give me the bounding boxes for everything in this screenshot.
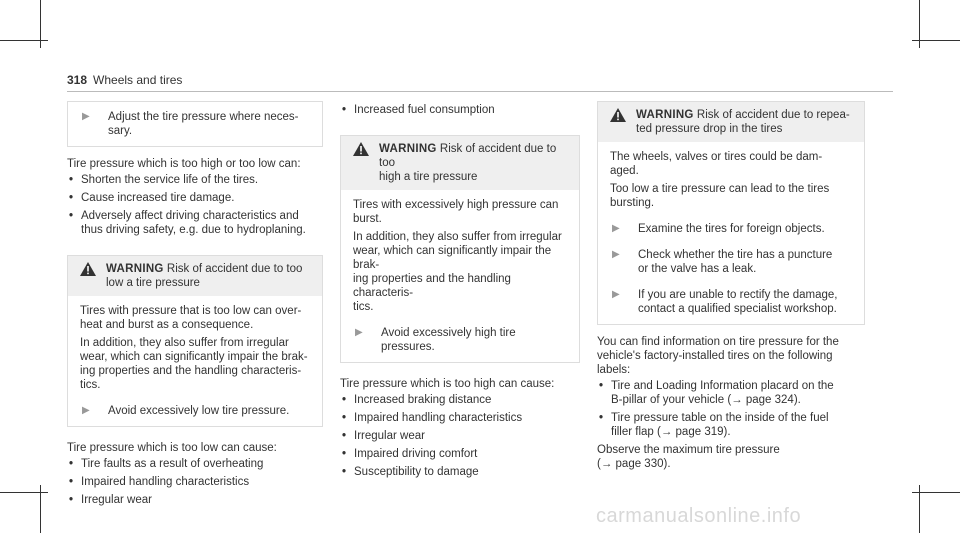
- step-arrow-icon: ▶: [612, 249, 620, 260]
- warning-paragraph: Too low a tire pressure can lead to the tires bursting.: [610, 183, 830, 209]
- warning-body: [341, 190, 579, 362]
- instruction-step: [610, 222, 854, 236]
- warning-box: [597, 101, 865, 325]
- list-item: • Tire and Loading Information placard on the B-pillar of your vehicle (→ page 324).: [599, 380, 834, 406]
- warning-box: [340, 135, 580, 363]
- warning-paragraph: In addition, they also suffer from irregular wear, which can significantly impair the brak- ing properties and the handling characteris- tics.: [80, 337, 308, 391]
- crop-mark: [0, 40, 48, 41]
- warning-body: [598, 142, 864, 324]
- column-2: [340, 101, 580, 483]
- step-arrow-icon: ▶: [612, 289, 620, 300]
- instruction-step: [610, 248, 854, 276]
- list-item: • Irregular wear: [342, 430, 425, 442]
- list-item: • Tire faults as a result of overheating: [69, 458, 264, 470]
- warning-box: [67, 255, 323, 427]
- step-arrow-icon: ▶: [82, 405, 90, 416]
- page-header: [67, 73, 182, 87]
- step-text: Avoid excessively low tire pressure.: [108, 405, 290, 417]
- watermark: carmanualsonline.info: [596, 505, 802, 527]
- warning-body: [68, 296, 322, 426]
- bullet-list: [67, 173, 323, 237]
- list-item: • Adversely affect driving characteristics and thus driving safety, e.g. due to hydroplaning.: [69, 210, 306, 236]
- step-text: Avoid excessively high tire pressures.: [381, 327, 516, 353]
- bullet-list: [67, 457, 323, 507]
- warning-header: [341, 136, 579, 190]
- list-item: • Increased fuel consumption: [342, 104, 495, 116]
- warning-title: Risk of accident due to too high a tire pressure: [379, 143, 557, 183]
- step-text: Examine the tires for foreign objects.: [638, 223, 825, 235]
- instruction-step: [610, 288, 854, 316]
- section-title: Wheels and tires: [93, 73, 183, 87]
- warning-keyword: WARNING: [379, 143, 437, 155]
- header-divider: [67, 91, 893, 92]
- warning-paragraph: In addition, they also suffer from irregular wear, which can significantly impair the brak- ing properties and the handling characteris- tics.: [353, 231, 562, 313]
- warning-paragraph: Tires with pressure that is too low can over- heat and burst as a consequence.: [80, 305, 302, 331]
- column-1: [67, 101, 323, 511]
- warning-paragraph: The wheels, valves or tires could be dam- aged.: [610, 151, 823, 177]
- crop-mark: [912, 492, 960, 493]
- list-item: • Impaired driving comfort: [342, 448, 478, 460]
- step-box: [67, 101, 323, 147]
- list-item: • Shorten the service life of the tires.: [69, 174, 259, 186]
- step-text: Check whether the tire has a puncture or the valve has a leak.: [638, 249, 833, 275]
- warning-header: [598, 102, 864, 142]
- instruction-step: [80, 110, 312, 138]
- column-3: [597, 101, 865, 471]
- page-number: 318: [67, 73, 88, 87]
- paragraph: Observe the maximum tire pressure (→ page 330).: [597, 444, 780, 470]
- list-item: • Increased braking distance: [342, 394, 492, 406]
- step-text: If you are unable to rectify the damage, contact a qualified specialist workshop.: [638, 289, 838, 315]
- paragraph: Tire pressure which is too high or too low can:: [67, 158, 301, 170]
- warning-title: Risk of accident due to too low a tire pressure: [106, 263, 303, 289]
- list-item: • Cause increased tire damage.: [69, 192, 235, 204]
- bullet-list: [340, 393, 580, 479]
- paragraph: Tire pressure which is too high can cause:: [340, 378, 555, 390]
- list-item: • Impaired handling characteristics: [69, 476, 250, 488]
- warning-keyword: WARNING: [636, 109, 694, 121]
- warning-header: [68, 256, 322, 296]
- bullet-list: [340, 103, 580, 117]
- list-item: • Susceptibility to damage: [342, 466, 479, 478]
- instruction-step: [353, 326, 569, 354]
- instruction-step: [80, 404, 312, 418]
- warning-icon: [353, 142, 369, 156]
- list-item: • Irregular wear: [69, 494, 152, 506]
- paragraph: You can find information on tire pressure for the vehicle's factory-installed tires on the following labels:: [597, 336, 839, 376]
- paragraph: Tire pressure which is too low can cause:: [67, 442, 277, 454]
- step-arrow-icon: ▶: [82, 111, 90, 122]
- list-item: • Tire pressure table on the inside of the fuel filler flap (→ page 319).: [599, 412, 829, 438]
- warning-keyword: WARNING: [106, 263, 164, 275]
- warning-icon: [80, 262, 96, 276]
- warning-icon: [610, 108, 626, 122]
- crop-mark: [0, 492, 48, 493]
- crop-mark: [912, 40, 960, 41]
- warning-paragraph: Tires with excessively high pressure can burst.: [353, 199, 559, 225]
- list-item: • Impaired handling characteristics: [342, 412, 523, 424]
- step-text: Adjust the tire pressure where neces- sary.: [108, 111, 299, 137]
- warning-title: Risk of accident due to repea- ted pressure drop in the tires: [636, 109, 850, 135]
- step-arrow-icon: ▶: [612, 223, 620, 234]
- step-arrow-icon: ▶: [355, 327, 363, 338]
- bullet-list: [597, 379, 865, 439]
